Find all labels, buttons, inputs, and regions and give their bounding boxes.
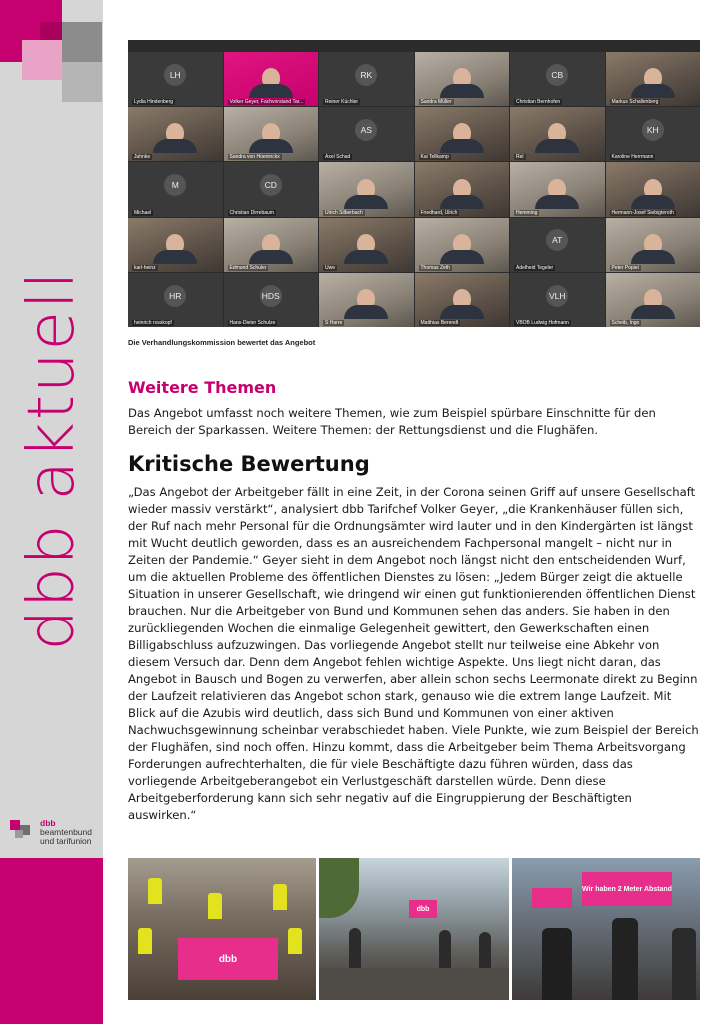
logo-line1: beamtenbund <box>40 827 92 837</box>
participant-tile <box>319 162 414 216</box>
participant-name: karl-heinz <box>134 264 156 271</box>
protest-banner: Wir haben 2 Meter Abstand <box>582 872 672 906</box>
participant-name: VBOB Ludwig Hofmann <box>516 320 569 326</box>
participant-tile <box>224 107 319 161</box>
participant-tile <box>606 273 701 327</box>
person <box>672 928 696 1000</box>
tree <box>319 858 359 918</box>
decor-square-pink-3 <box>0 40 22 62</box>
participant-name: Hermann-Josef Siebigteroth <box>611 209 674 216</box>
person-vest <box>208 893 222 919</box>
participant-name: Rel <box>516 154 524 161</box>
logo-brand: dbb <box>40 818 56 828</box>
participant-name: Scheib, Ingo <box>611 320 640 326</box>
participant-tile <box>319 52 414 106</box>
participant-tile <box>415 218 510 272</box>
participant-video-body <box>344 250 388 264</box>
photo-press-at-demonstration <box>512 858 700 1000</box>
participant-name: S Harre <box>325 320 343 326</box>
participant-tile <box>319 273 414 327</box>
protest-banner: dbb <box>178 938 278 980</box>
participant-tile <box>606 107 701 161</box>
section-text-weitere-themen: Das Angebot umfasst noch weitere Themen, wie zum Beispiel spürbare Einschnitte für den Bereich der Sparkassen. Weitere Themen: der Rettungsdienst und die Flughäfen. <box>128 406 656 437</box>
participant-tile <box>415 162 510 216</box>
decor-square-pink <box>0 0 40 40</box>
participant-name: Uwe <box>325 264 336 271</box>
street-ground <box>319 968 509 1000</box>
participant-video-body <box>249 139 293 153</box>
participant-name: Thomas Zeth <box>420 264 450 271</box>
participant-tile <box>415 273 510 327</box>
person <box>479 932 491 972</box>
participant-avatar: RK <box>355 64 377 86</box>
participant-video-body <box>249 84 293 98</box>
participant-tile <box>224 218 319 272</box>
image-caption: Die Verhandlungskommission bewertet das Angebot <box>128 338 316 347</box>
decor-square-pink-2 <box>40 0 62 22</box>
participant-name: Juhnke <box>134 154 151 161</box>
participant-tile <box>606 218 701 272</box>
participant-video-body <box>631 305 675 319</box>
decor-square-gray <box>62 22 102 62</box>
participant-video-body <box>440 195 484 209</box>
participant-name: Ulrich Silberbach <box>325 209 363 216</box>
logo-line2: und tarifunion <box>40 836 92 846</box>
participant-name: Kai Tellkamp <box>420 154 449 161</box>
person <box>439 930 451 970</box>
participant-tile <box>319 218 414 272</box>
participant-name: Christian Bernhofen <box>516 99 561 106</box>
decor-square-light-pink <box>22 40 62 80</box>
participant-tile <box>128 273 223 327</box>
participant-tile <box>606 52 701 106</box>
participant-name: Adelheid Tegeler <box>516 264 554 271</box>
participant-name: Markus Schallenberg <box>611 99 659 106</box>
participant-tile <box>510 162 605 216</box>
participant-avatar: LH <box>164 64 186 86</box>
participant-tile <box>319 107 414 161</box>
protest-banner-secondary <box>532 888 572 908</box>
participant-video-body <box>249 250 293 264</box>
person-vest <box>288 928 302 954</box>
participant-name: Reiner Küchler <box>325 99 359 106</box>
participant-tile <box>510 107 605 161</box>
participant-avatar: CD <box>260 174 282 196</box>
person <box>349 928 361 968</box>
participant-tile <box>128 218 223 272</box>
participant-name: Hemming <box>516 209 538 216</box>
participant-tile <box>510 218 605 272</box>
section-text-kritische-bewertung: „Das Angebot der Arbeitgeber fällt in eine Zeit, in der Corona seinen Griff auf unsere Gesellschaft wieder massiv verstärkt“, analysiert dbb Tarifchef Volker Geyer, „die Krankenhäuser füllen sich, der Ruf nach mehr Personal für die Ordnungsämter wird lauter und in den Kindergärten ist längst mit Wucht deutlich geworden, dass es an ausreichendem Fachpersonal mangelt – nicht nur in Zeiten der Pandemie.“ Geyer sieht in dem Angebot noch längst nicht den entscheidenden Wurf, um die aktuellen Probleme des öffentlichen Dienstes zu lösen: „Jedem Bürger zeigt die aktuelle Situation in unserer Gesellschaft, wie dringend wir einen gut funktionierenden öffentlichen Dienst brauchen. Nur die Arbeitgeber von Bund und Kommunen sehen das anders. Sie haben in den zurückliegenden Wochen die einmalige Gelegenheit gewittert, den Gewerkschaften einen Billigabschluss aufzuzwingen. Das vorliegende Angebot stellt nur teilweise eine Abkehr von diesem Versuch dar. Denn dem Angebot fehlen wichtige Aspekte. Uns liegt nicht daran, das Angebot in Bausch und Bogen zu verwerfen, aber allein schon sechs Leermonate direkt zu Beginn der Laufzeit relativieren das Angebot schon stark, genauso wie die extrem lange Laufzeit. Mit Blick auf die Azubis wird deutlich, dass sich Bund und Kommunen von einer aktiven Nachwuchsgewinnung scheinbar verabschiedet haben. Viele Punkte, wie zum Beispiel der Bereich der Flughäfen, sind noch offen. Hinzu kommt, dass die Arbeitgeber beim Thema Arbeitsvorgang Forderungen aufrechterhalten, die für viele Beschäftigte dazu führen würden, dass das vorliegende Arbeitgeberangebot ein Verlustgeschäft darstellen würde. Denn diese Arbeitgeberforderung kann sich sehr negativ auf die Eingruppierung der Beschäftigten auswirken.“ <box>128 485 699 822</box>
participant-tile <box>224 162 319 216</box>
participant-avatar: HDS <box>260 285 282 307</box>
participant-tile <box>415 107 510 161</box>
camera-operator <box>542 928 572 1000</box>
participant-name: Michael <box>134 209 152 216</box>
participant-video-body <box>535 139 579 153</box>
decor-square-mid-gray <box>62 62 102 102</box>
participant-avatar: KH <box>642 119 664 141</box>
participant-tile <box>224 273 319 327</box>
participant-video-body <box>344 305 388 319</box>
vertical-title: dbb aktuell <box>15 269 89 651</box>
participant-tile <box>606 162 701 216</box>
participant-tile <box>415 52 510 106</box>
decor-square-dark-pink <box>40 22 62 40</box>
participant-tile <box>510 273 605 327</box>
participant-name: Hans-Dieter Schulze <box>229 320 276 326</box>
participant-video-body <box>535 195 579 209</box>
participant-video-body <box>631 84 675 98</box>
sidebar-pink-block <box>0 858 103 1024</box>
participant-name: Edmund Schuler <box>229 264 267 271</box>
participant-video-body <box>440 305 484 319</box>
participant-video-body <box>344 195 388 209</box>
participant-name: Volker Geyer, Fachvorstand Tar... <box>229 99 304 106</box>
section-heading-kritische-bewertung: Kritische Bewertung <box>128 452 370 476</box>
participant-name: Lydia Hindenberg <box>134 99 174 106</box>
participant-avatar: VLH <box>546 285 568 307</box>
participant-name: Matthias Berendt <box>420 320 459 326</box>
participant-tile <box>128 162 223 216</box>
video-conference-screenshot <box>128 40 700 327</box>
participant-video-body <box>153 139 197 153</box>
protest-banner: dbb <box>409 900 437 918</box>
participant-tile <box>510 52 605 106</box>
participant-name: Peter Popiel <box>611 264 639 271</box>
participant-name: Sandra von Hoeninckx <box>229 154 280 161</box>
person-vest <box>273 884 287 910</box>
photo-street-demonstration <box>319 858 509 1000</box>
person-vest <box>148 878 162 904</box>
participant-avatar: AT <box>546 229 568 251</box>
dbb-logo-mark-icon <box>10 820 32 842</box>
participant-name: Christian Dirrebaum <box>229 209 274 216</box>
participant-avatar: HR <box>164 285 186 307</box>
participant-avatar: AS <box>355 119 377 141</box>
section-heading-weitere-themen: Weitere Themen <box>128 378 277 397</box>
participant-video-body <box>440 84 484 98</box>
photo-protest-group <box>128 858 316 1000</box>
participant-video-body <box>631 195 675 209</box>
participant-avatar: M <box>164 174 186 196</box>
person-vest <box>138 928 152 954</box>
participant-name: heinrich rosskopf <box>134 320 172 326</box>
participant-video-body <box>153 250 197 264</box>
participant-tile <box>224 52 319 106</box>
logo-text <box>40 819 92 846</box>
participant-video-body <box>631 250 675 264</box>
participant-tile <box>128 107 223 161</box>
participant-name: Karoline Herrmann <box>611 154 654 161</box>
participant-video-body <box>440 139 484 153</box>
participant-avatar: CB <box>546 64 568 86</box>
reporter <box>612 918 638 1000</box>
participant-name: Sandra Müller <box>420 99 452 106</box>
participant-video-body <box>440 250 484 264</box>
participant-name: Friedhard, Ulrich <box>420 209 458 216</box>
participant-tile <box>128 52 223 106</box>
participant-name: Axel Schad <box>325 154 351 161</box>
